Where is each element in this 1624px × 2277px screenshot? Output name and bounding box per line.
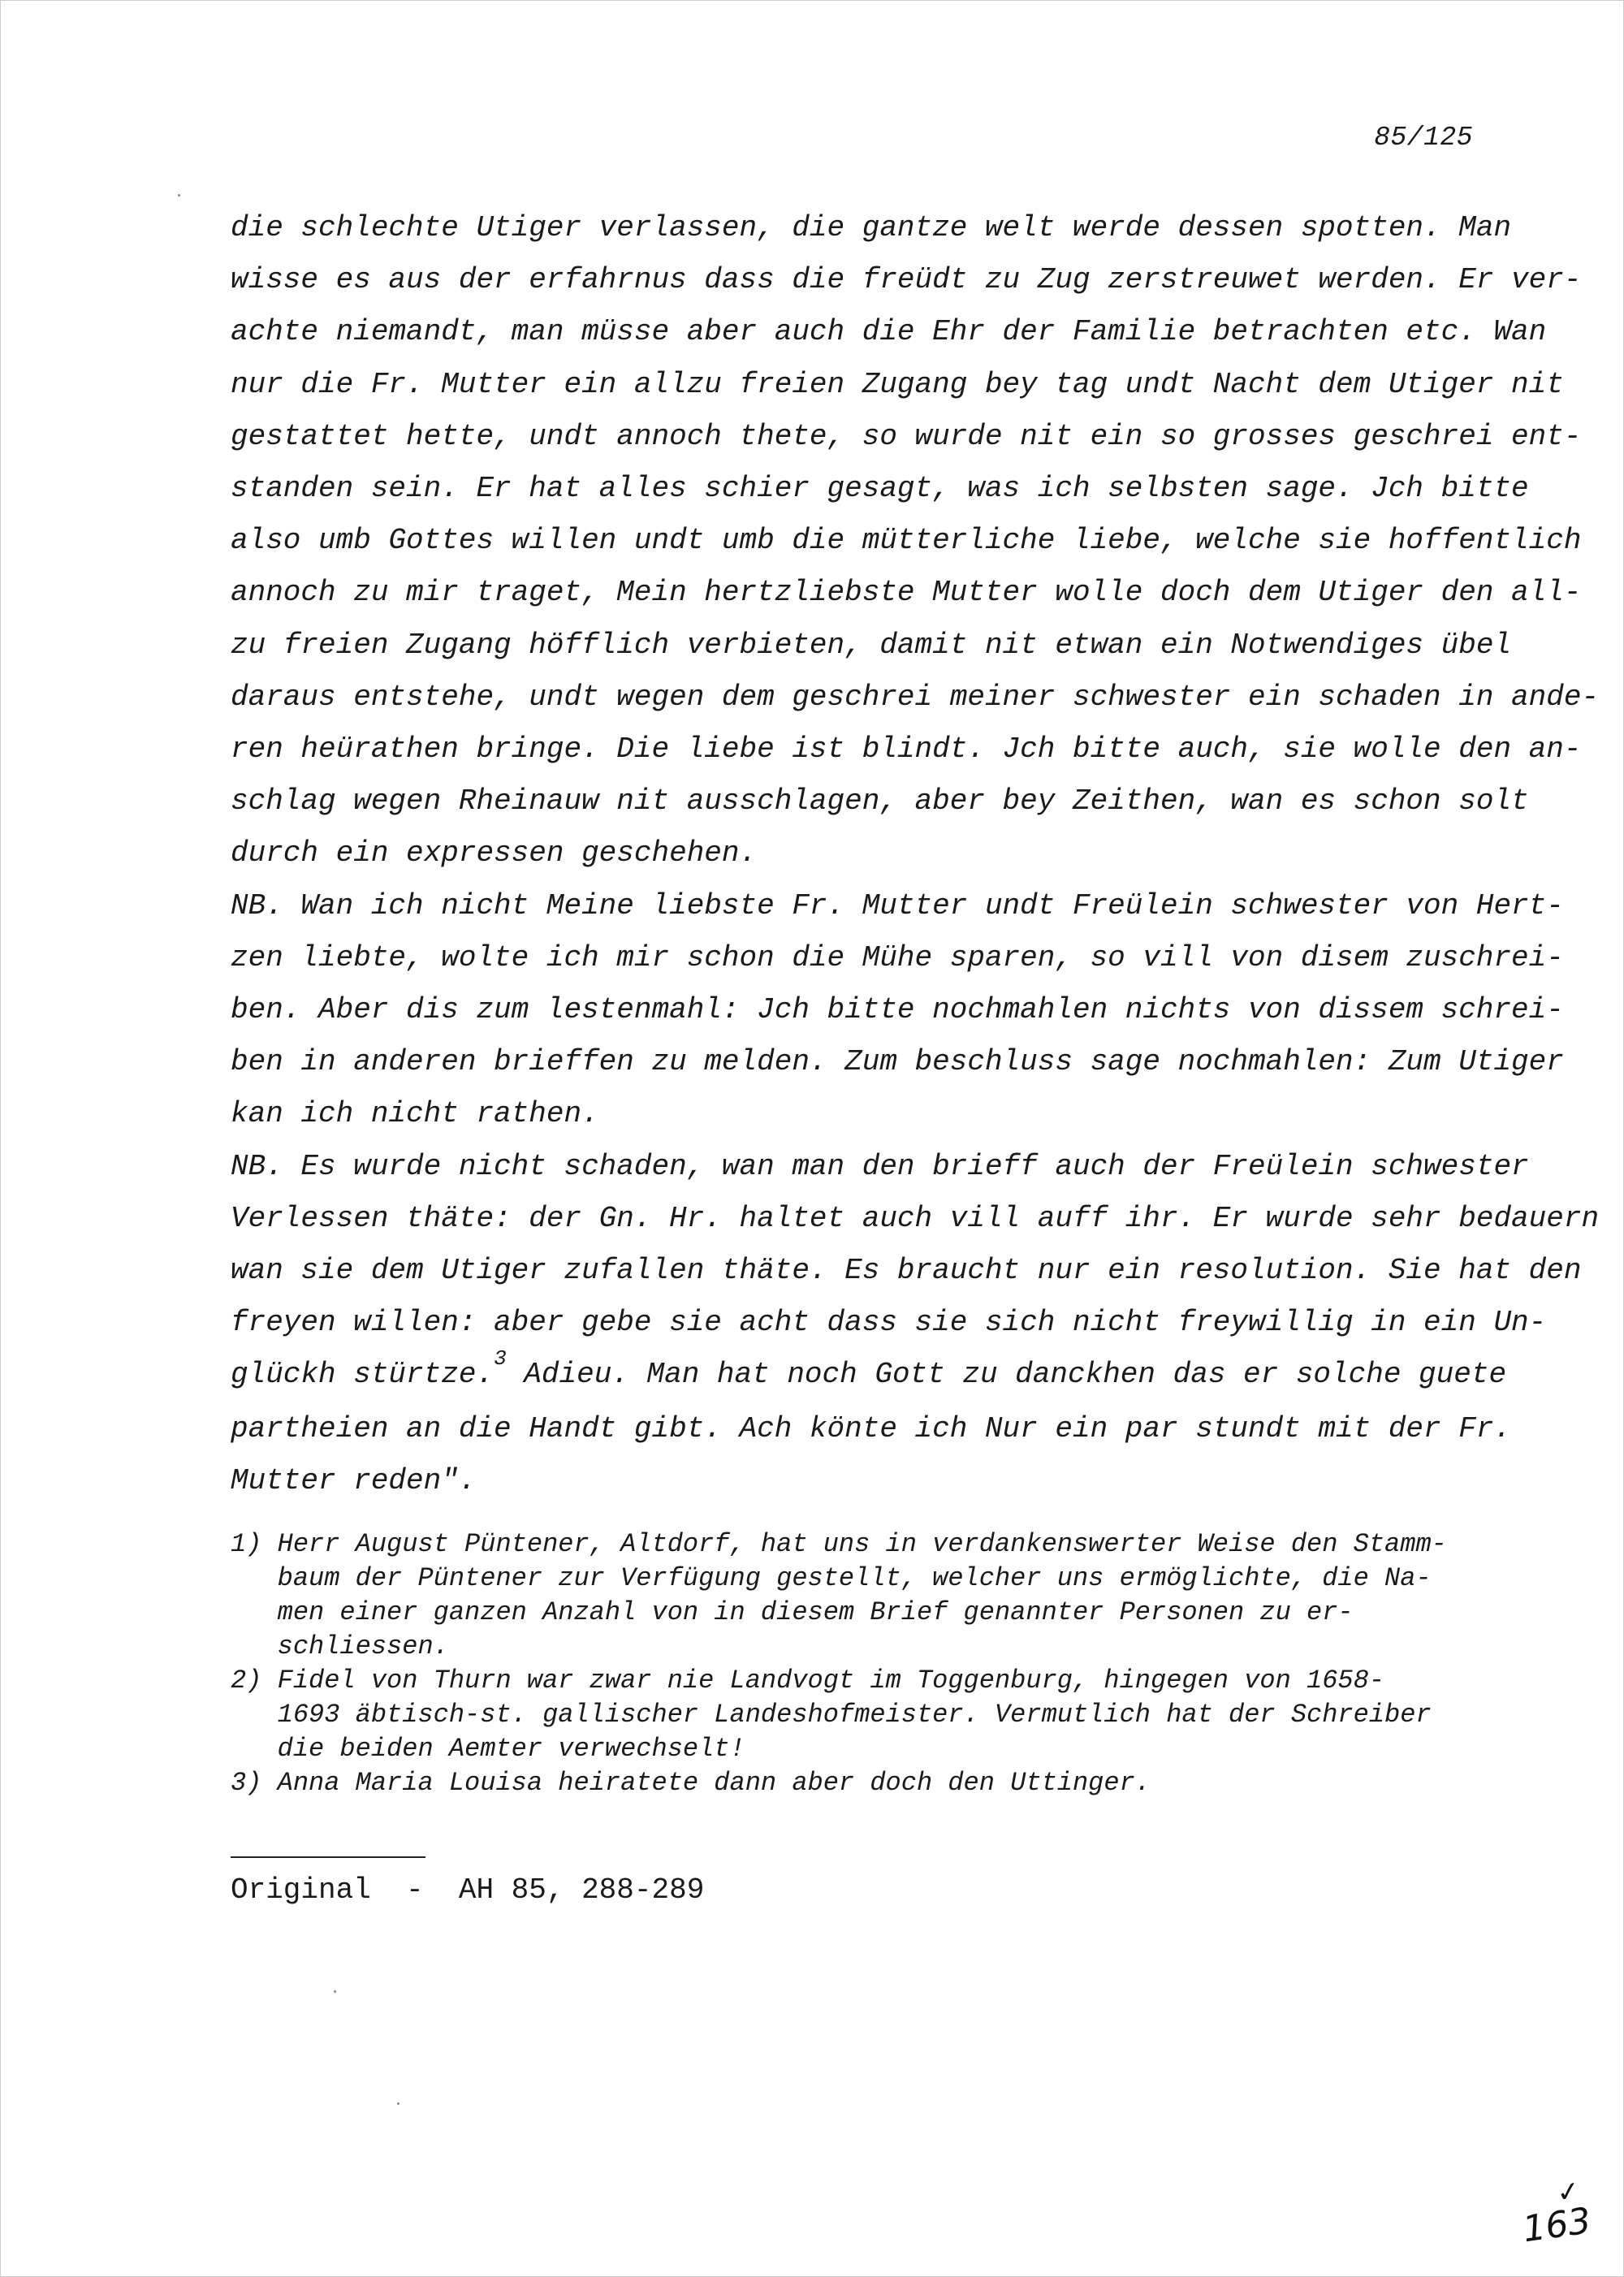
- body-line: Mutter reden".: [231, 1463, 477, 1497]
- body-line: NB. Wan ich nicht Meine liebste Fr. Mutter undt Freülein schwester von Hert-: [231, 888, 1564, 922]
- body-line: achte niemandt, man müsse aber auch die Ehr der Familie betrachten etc. Wan: [231, 315, 1547, 349]
- body-line: zu freien Zugang höfflich verbieten, damit nit etwan ein Notwendiges übel: [231, 628, 1512, 662]
- scan-speck: [178, 194, 180, 197]
- body-line: annoch zu mir traget, Mein hertzliebste Mutter wolle doch dem Utiger den all-: [231, 576, 1582, 610]
- body-line: gestattet hette, undt annoch thete, so wurde nit ein so grosses geschrei ent-: [231, 419, 1582, 453]
- body-line: ben in anderen brieffen zu melden. Zum beschluss sage nochmahlen: Zum Utiger: [231, 1045, 1564, 1079]
- letter-body: [231, 202, 1600, 1507]
- body-line: also umb Gottes willen undt umb die mütterliche liebe, welche sie hoffentlich: [231, 524, 1582, 558]
- body-line: freyen willen: aber gebe sie acht dass sie sich nicht freywillig in ein Un-: [231, 1306, 1547, 1340]
- footnotes: [231, 1527, 1530, 1800]
- footnote-1-line: schliessen.: [231, 1631, 449, 1661]
- body-line: partheien an die Handt gibt. Ach könte ich Nur ein par stundt mit der Fr.: [231, 1411, 1512, 1445]
- footnote-2-line: 2) Fidel von Thurn war zwar nie Landvogt im Toggenburg, hingegen von 1658-: [231, 1666, 1385, 1696]
- source-reference: Original - AH 85, 288-289: [231, 1873, 705, 1907]
- archive-stamp: [1517, 2176, 1593, 2249]
- body-line: daraus entstehe, undt wegen dem geschrei meiner schwester ein schaden in ande-: [231, 680, 1600, 714]
- scan-speck: [397, 2102, 400, 2105]
- body-line: wan sie dem Utiger zufallen thäte. Es braucht nur ein resolution. Sie hat den: [231, 1254, 1582, 1288]
- footnote-1-line: men einer ganzen Anzahl von in diesem Brief genannter Personen zu er-: [231, 1597, 1354, 1627]
- footnote-3-line: 3) Anna Maria Louisa heiratete dann aber doch den Uttinger.: [231, 1768, 1151, 1798]
- footnote-ref-3: 3: [494, 1346, 507, 1372]
- footnote-2-line: die beiden Aemter verwechselt!: [231, 1734, 745, 1764]
- body-line: ben. Aber dis zum lestenmahl: Jch bitte nochmahlen nichts von dissem schrei-: [231, 993, 1564, 1027]
- body-line: wisse es aus der erfahrnus dass die freüdt zu Zug zerstreuwet werden. Er ver-: [231, 263, 1582, 297]
- check-mark-icon: ✓: [1554, 2174, 1583, 2210]
- body-line: zen liebte, wolte ich mir schon die Mühe sparen, so vill von disem zuschrei-: [231, 940, 1564, 974]
- body-line-with-footnote: [231, 1346, 1530, 1402]
- scan-speck: [334, 1990, 336, 1993]
- page-number: 85/125: [1374, 123, 1473, 153]
- separator-rule: [231, 1856, 425, 1858]
- body-line: kan ich nicht rathen.: [231, 1097, 599, 1131]
- footnote-1-line: baum der Püntener zur Verfügung gestellt, welcher uns ermöglichte, die Na-: [231, 1563, 1432, 1593]
- archive-number: 163: [1520, 2200, 1594, 2251]
- body-line: die schlechte Utiger verlassen, die gantze welt werde dessen spotten. Man: [231, 211, 1512, 244]
- footnote-1-line: 1) Herr August Püntener, Altdorf, hat uns in verdankenswerter Weise den Stamm-: [231, 1529, 1447, 1559]
- body-line: Verlessen thäte: der Gn. Hr. haltet auch vill auff ihr. Er wurde sehr bedauern: [231, 1201, 1600, 1235]
- footnote-2-line: 1693 äbtisch-st. gallischer Landeshofmeister. Vermutlich hat der Schreiber: [231, 1700, 1432, 1730]
- body-line-start: glückh stürtze.: [231, 1358, 495, 1392]
- body-line: NB. Es wurde nicht schaden, wan man den brieff auch der Freülein schwester: [231, 1149, 1529, 1183]
- body-line-end: Adieu. Man hat noch Gott zu danckhen das er solche guete: [506, 1358, 1507, 1392]
- body-line: nur die Fr. Mutter ein allzu freien Zugang bey tag undt Nacht dem Utiger nit: [231, 367, 1564, 401]
- body-line: durch ein expressen geschehen.: [231, 836, 758, 871]
- body-line: standen sein. Er hat alles schier gesagt, was ich selbsten sage. Jch bitte: [231, 472, 1529, 506]
- body-line: ren heürathen bringe. Die liebe ist blindt. Jch bitte auch, sie wolle den an-: [231, 732, 1582, 767]
- body-line: schlag wegen Rheinauw nit ausschlagen, aber bey Zeithen, wan es schon solt: [231, 784, 1529, 819]
